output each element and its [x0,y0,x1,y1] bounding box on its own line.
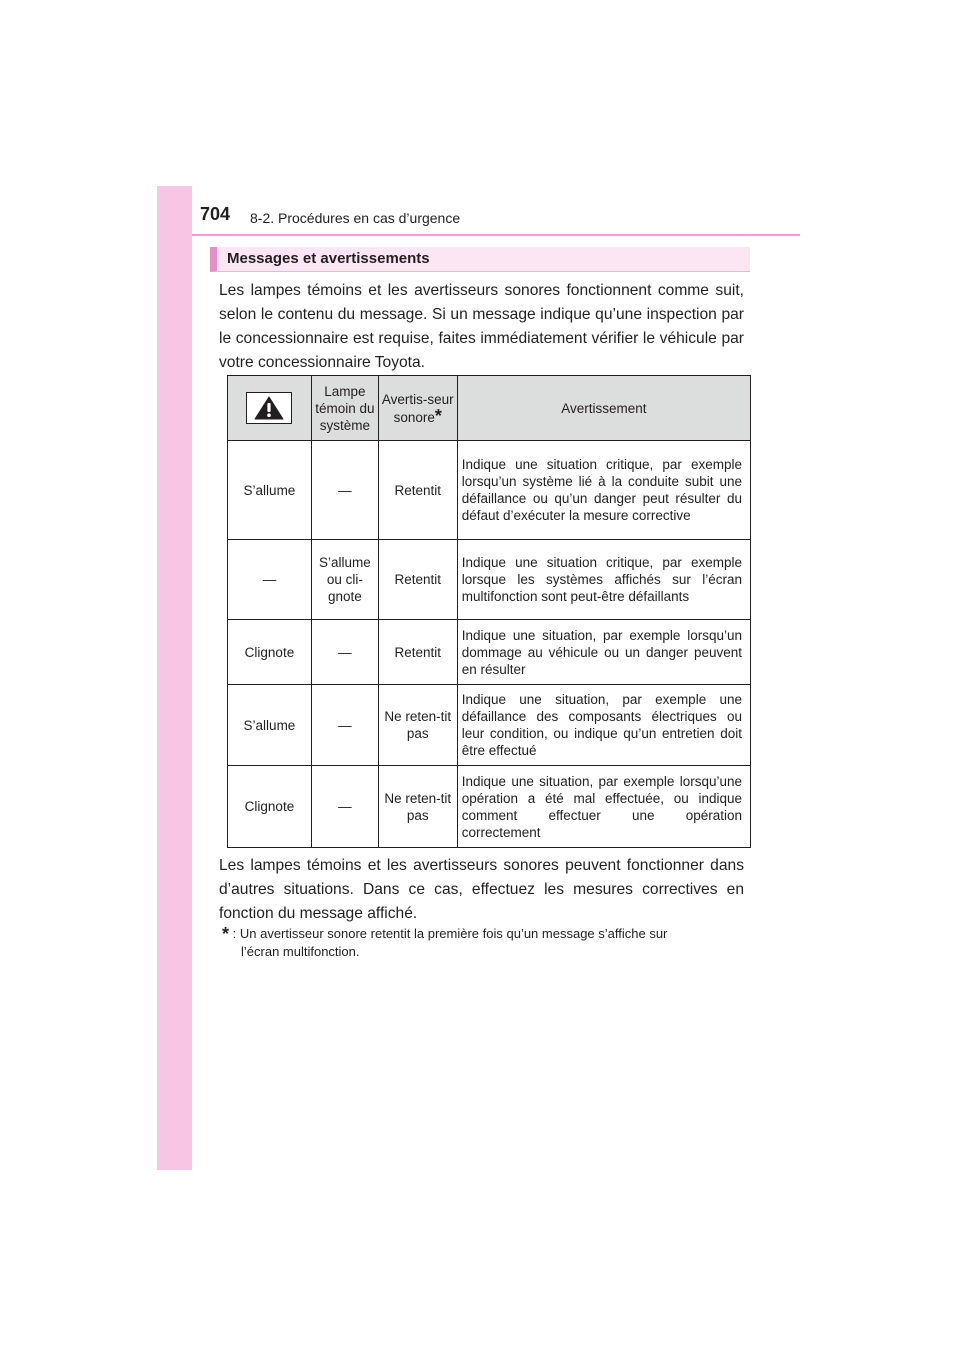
cell-buzzer-state: Ne reten-tit pas [378,766,457,848]
footnote-mark: * [434,405,442,426]
table-row [228,540,751,620]
header-divider [192,234,800,236]
cell-warning: Indique une situation, par exemple une défaillance des composants électriques ou leur condition, ou indique qu’un entretien doit être effectué [457,685,750,766]
cell-icon-state: — [228,540,312,620]
table-row [228,620,751,685]
cell-buzzer-state: Retentit [378,620,457,685]
cell-lamp-state: — [311,441,378,540]
table-header-row [228,376,751,441]
cell-warning: Indique une situation critique, par exemple lorsque les systèmes affichés sur l’écran multifonction sont peut-être défaillants [457,540,750,620]
footnote [222,925,747,961]
cell-buzzer-state: Retentit [378,540,457,620]
header-icon-cell [228,376,312,441]
section-heading [210,247,750,272]
outro-paragraph: Les lampes témoins et les avertisseurs sonores peuvent fonctionner dans d’autres situations. Dans ce cas, effectuez les mesures correctives en fonction du message affiché. [219,857,744,922]
cell-warning: Indique une situation, par exemple lorsqu’un dommage au véhicule ou un danger peuvent en résulter [457,620,750,685]
warning-triangle-icon [246,392,292,424]
cell-icon-state: Clignote [228,620,312,685]
cell-lamp-state: — [311,766,378,848]
footnote-text-1: : Un avertisseur sonore retentit la première fois qu’un message s’affiche sur [232,926,668,941]
footnote-star: * [222,924,230,944]
section-title: Messages et avertissements [227,250,430,267]
cell-buzzer-state: Retentit [378,441,457,540]
cell-icon-state: Clignote [228,766,312,848]
header-warning: Avertissement [457,376,750,441]
cell-buzzer-state: Ne reten-tit pas [378,685,457,766]
table-row [228,766,751,848]
cell-warning: Indique une situation critique, par exemple lorsqu’un système lié à la conduite subit une défaillance ou qu’un danger peut résulter du défaut d’exécuter la mesure corrective [457,441,750,540]
cell-icon-state: S’allume [228,441,312,540]
header-buzzer-label: Avertis-seur sonore [381,391,454,425]
cell-lamp-state: S’allume ou cli-gnote [311,540,378,620]
chapter-title: 8-2. Procédures en cas d’urgence [250,210,461,226]
warning-table [227,375,751,848]
intro-paragraph: Les lampes témoins et les avertisseurs sonores fonctionnent comme suit, selon le contenu du message. Si un message indique qu’une inspection par le concessionnaire est requise, faites immédiatement vérifier le véhicule par votre concessionnaire Toyota. [219,282,744,371]
page-header [192,200,800,236]
cell-icon-state: S’allume [228,685,312,766]
cell-warning: Indique une situation, par exemple lorsqu’une opération a été mal effectuée, ou indique comment effectuer une opération correctement [457,766,750,848]
table-row [228,441,751,540]
header-buzzer [378,376,457,441]
cell-lamp-state: — [311,620,378,685]
footnote-text-2: l’écran multifonction. [241,944,360,959]
header-lamp: Lampe témoin du système [311,376,378,441]
cell-lamp-state: — [311,685,378,766]
page-number: 704 [200,204,231,224]
footnote-line-1 [222,925,747,943]
table-row [228,685,751,766]
chapter-tab-sidebar [157,186,192,1170]
